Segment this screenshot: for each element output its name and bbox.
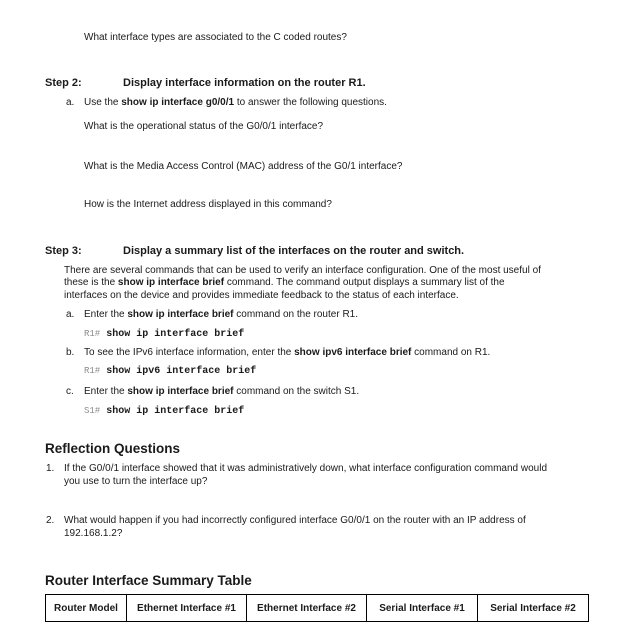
step3-para-line-3: interfaces on the device and provides immediate feedback to the status of each interface. [64, 290, 459, 301]
header-router-model: Router Model [46, 595, 127, 622]
summary-table [45, 594, 589, 622]
intro-question: What interface types are associated to the C coded routes? [84, 32, 347, 43]
step3-item-b-marker: b. [66, 347, 75, 358]
step3-item-c-marker: c. [66, 386, 74, 397]
step3-item-b-code-line [84, 366, 256, 377]
step3-item-c-prompt: S1# [84, 406, 101, 416]
step3-item-c-code-line [84, 406, 244, 417]
header-ethernet-interface-1: Ethernet Interface #1 [127, 595, 247, 622]
step3-item-a-pre: Enter the [84, 309, 128, 320]
step3-item-b-pre: To see the IPv6 interface information, enter the [84, 347, 295, 358]
step3-item-c-pre: Enter the [84, 386, 128, 397]
step3-para-l2-post: command. The command output displays a summary list of the [224, 277, 505, 288]
step3-item-b-prompt: R1# [84, 366, 101, 376]
step3-para-line-2 [64, 277, 505, 288]
step3-para-l2-cmd: show ip interface brief [117, 277, 225, 288]
step3-item-a-marker: a. [66, 309, 75, 320]
step2-question-1: What is the operational status of the G0/0/1 interface? [84, 121, 324, 132]
summary-table-heading: Router Interface Summary Table [45, 573, 252, 588]
step2-item-a-post: to answer the following questions. [234, 97, 387, 108]
step3-item-c-text [84, 386, 359, 397]
step3-para-l2-pre: these is the [64, 277, 118, 288]
reflection-q1-number: 1. [46, 463, 55, 474]
step2-item-a-text [84, 97, 387, 108]
reflection-q2-line-2: 192.168.1.2? [64, 528, 123, 539]
header-ethernet-interface-2: Ethernet Interface #2 [247, 595, 367, 622]
summary-table-header-row [46, 595, 589, 622]
reflection-heading: Reflection Questions [45, 441, 181, 456]
step3-item-c-code: show ip interface brief [106, 406, 245, 417]
step3-item-a-code-line [84, 329, 244, 340]
step2-title: Display interface information on the router R1. [123, 77, 366, 89]
step3-label: Step 3: [45, 245, 82, 257]
step3-item-b-text [84, 347, 490, 358]
header-serial-interface-1: Serial Interface #1 [367, 595, 478, 622]
step2-item-a-marker: a. [66, 97, 75, 108]
step3-para-line-1: There are several commands that can be used to verify an interface configuration. One of the most useful of [64, 265, 541, 276]
reflection-q1-line-2: you use to turn the interface up? [64, 476, 208, 487]
step3-item-b-cmd: show ipv6 interface brief [294, 347, 412, 358]
step2-label: Step 2: [45, 77, 82, 89]
step3-item-b-code: show ipv6 interface brief [106, 366, 257, 377]
step3-item-a-post: command on the router R1. [233, 309, 359, 320]
step3-item-c-post: command on the switch S1. [233, 386, 360, 397]
step3-title: Display a summary list of the interfaces on the router and switch. [123, 245, 465, 257]
step2-question-2: What is the Media Access Control (MAC) address of the G0/1 interface? [84, 161, 403, 172]
step3-item-a-prompt: R1# [84, 329, 101, 339]
step3-item-b-post: command on R1. [411, 347, 491, 358]
step2-item-a-cmd: show ip interface g0/0/1 [121, 97, 235, 108]
header-serial-interface-2: Serial Interface #2 [478, 595, 589, 622]
step2-question-3: How is the Internet address displayed in this command? [84, 199, 332, 210]
step3-item-a-text [84, 309, 358, 320]
step2-item-a-pre: Use the [84, 97, 122, 108]
reflection-q2-line-1: What would happen if you had incorrectly configured interface G0/0/1 on the router with an IP address of [64, 515, 526, 526]
step3-item-c-cmd: show ip interface brief [127, 386, 234, 397]
step3-item-a-cmd: show ip interface brief [127, 309, 234, 320]
step3-item-a-code: show ip interface brief [106, 329, 245, 340]
reflection-q1-line-1: If the G0/0/1 interface showed that it was administratively down, what interface configuration command would [64, 463, 548, 474]
reflection-q2-number: 2. [46, 515, 55, 526]
